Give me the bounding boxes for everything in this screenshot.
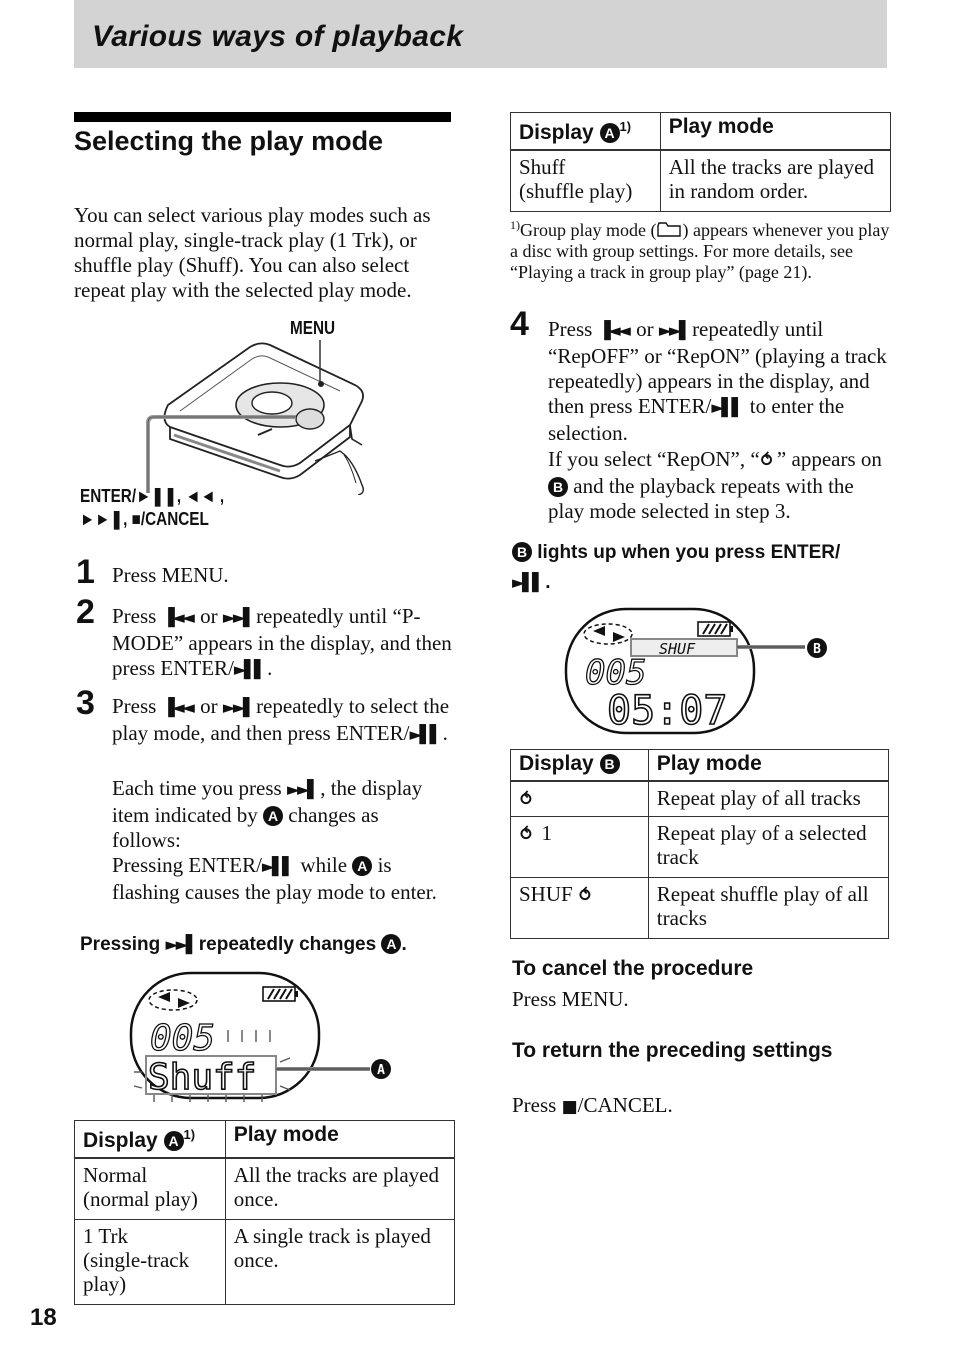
section-banner: [74, 0, 887, 68]
marker-b: B: [548, 477, 568, 497]
step-4-para-b: ” appears on: [776, 447, 882, 471]
caption-a-text-c: .: [401, 934, 407, 955]
display-a-illustration: [128, 970, 398, 1105]
step-3-para-a: Each time you press: [112, 776, 282, 800]
marker-a: A: [600, 123, 620, 143]
buttons-label-line2: ►►❚, ■/CANCEL: [80, 509, 209, 529]
display-a-track: 005: [150, 1018, 216, 1059]
step-2-text: [112, 604, 452, 683]
marker-b: B: [512, 542, 532, 562]
step-3-para-d: Pressing ENTER/: [112, 853, 262, 877]
return-text-pre: Press: [512, 1093, 557, 1117]
footnote: [510, 215, 892, 283]
step-4-text-b: or: [636, 317, 654, 341]
step-3-text-d: .: [442, 721, 448, 745]
table-b-header-display: Display B: [511, 750, 649, 782]
cancel-heading: To cancel the procedure: [512, 957, 754, 980]
footnote-text-b: ) appears whenever you play a disc with group settings. For more details, see “Playing a track in group play” (page 21).: [510, 220, 890, 282]
page-number: 18: [30, 1304, 57, 1331]
table-a1-header-mode: Play mode: [225, 1121, 454, 1159]
caption-a-text-a: Pressing: [80, 934, 161, 955]
table-a1-header-display: Display A $^{1)}$: [75, 1121, 226, 1159]
cancel-text: Press MENU.: [512, 987, 629, 1011]
stop-icon: ■: [561, 1097, 578, 1117]
step-4-text-d: to enter the selection.: [548, 394, 845, 445]
step-number-3: 3: [76, 684, 95, 722]
folder-icon: [656, 222, 682, 238]
step-2-text-b: or: [200, 604, 218, 628]
marker-b: B: [600, 754, 620, 774]
repeat-icon: ⥀: [519, 825, 534, 845]
caption-b: [512, 538, 892, 598]
step-4-para-a: If you select “RepON”, “: [548, 447, 760, 471]
step-3-para-b: , the display item indicated by: [112, 776, 423, 827]
display-a-marker: A: [377, 1063, 385, 1078]
step-4-text-a: Press: [548, 317, 593, 341]
marker-a: A: [164, 1131, 184, 1151]
next-track-icon: ►►▌: [658, 321, 690, 341]
menu-label: MENU: [290, 318, 336, 338]
step-3-text: [112, 694, 452, 748]
caption-a: [80, 933, 460, 957]
play-pause-icon: ►▌▌: [409, 725, 440, 745]
step-3-para-f: is flashing causes the play mode to enter.: [112, 853, 437, 904]
play-pause-icon: ►▌▌: [512, 573, 543, 593]
next-track-icon: ►►▌: [165, 935, 196, 955]
buttons-label-line1: ENTER/►❚❚, ◄◄ ,: [80, 486, 225, 506]
repeat-icon: ⥀: [519, 790, 534, 810]
table-a2-header-display: Display A $^{1)}$: [511, 113, 661, 151]
step-4-detail: [548, 447, 893, 524]
step-3-detail: [112, 776, 452, 905]
display-b-track: 005: [585, 653, 647, 693]
section-title: Selecting the play mode: [74, 126, 384, 156]
play-mode-table-a-part2: [510, 112, 891, 212]
play-mode-table-a-part1: [74, 1120, 455, 1305]
marker-a: A: [263, 806, 283, 826]
return-text: [512, 1093, 892, 1120]
display-b-marker: B: [813, 642, 821, 657]
intro-paragraph: You can select various play modes such as normal play, single-track play (1 Trk), or shuffle play (Shuff). You can also select repeat play with the selected play mode.: [74, 203, 431, 302]
step-4-text-c: repeatedly until “RepOFF” or “RepON” (playing a track repeatedly) appears in the display, and then press ENTER/: [548, 317, 887, 418]
table-b-header-mode: Play mode: [648, 750, 888, 782]
footnote-text-a: Group play mode (: [520, 220, 657, 240]
prev-track-icon: ▐◄◄: [597, 321, 628, 341]
step-3-text-b: or: [200, 694, 218, 718]
step-3-text-a: Press: [112, 694, 157, 718]
step-3-para-e: while: [300, 853, 348, 877]
table-row: ⥀ Repeat play of all tracks: [511, 781, 889, 817]
play-pause-icon: ►▌▌: [233, 660, 265, 680]
return-heading: To return the preceding settings: [512, 1039, 833, 1062]
step-3-para-c: changes as follows:: [112, 803, 379, 852]
step-1-text: Press MENU.: [112, 563, 229, 587]
play-pause-icon: ►▌▌: [711, 398, 742, 418]
table-row: SHUF ⥀ Repeat shuffle play of all tracks: [511, 878, 889, 939]
next-track-icon: ►►▌: [286, 780, 318, 800]
table-row: Normal (normal play) All the tracks are played once.: [75, 1158, 455, 1220]
prev-track-icon: ▐◄◄: [161, 698, 192, 718]
step-3-text-c: repeatedly to select the play mode, and then press ENTER/: [112, 694, 450, 745]
display-b-mode: SHUF: [659, 640, 696, 658]
step-number-1: 1: [76, 553, 95, 591]
repeat-icon: ⥀: [759, 451, 774, 471]
marker-a: A: [352, 856, 372, 876]
repeat-icon: ⥀: [577, 886, 593, 906]
banner-title: Various ways of playback: [92, 20, 464, 53]
return-text-main: /CANCEL.: [577, 1093, 673, 1117]
table-row: ⥀ 1 Repeat play of a selected track: [511, 817, 889, 878]
step-2-text-c: repeatedly until “P-MODE” appears in the display, and then press ENTER/: [112, 604, 452, 680]
next-track-icon: ►►▌: [222, 608, 254, 628]
repeat-mode-table-b: [510, 749, 889, 939]
display-b-illustration: [563, 606, 833, 736]
table-row: 1 Trk (single-track play) A single track is played once.: [75, 1220, 455, 1305]
next-track-icon: ►►▌: [222, 698, 254, 718]
device-illustration: [140, 335, 400, 495]
step-4-para-c: and the playback repeats with the play mode selected in step 3.: [548, 474, 854, 523]
play-pause-icon: ►▌▌: [261, 857, 293, 877]
marker-a: A: [381, 934, 401, 954]
step-2-text-a: Press: [112, 604, 157, 628]
step-number-4: 4: [510, 305, 529, 343]
step-2-text-d: .: [267, 656, 273, 680]
display-b-time: 05:07: [607, 688, 728, 734]
display-a-mode: Shuff: [148, 1057, 257, 1098]
table-row: Shuff (shuffle play) All the tracks are played in random order.: [511, 150, 891, 212]
heading-rule: [74, 112, 451, 122]
step-number-2: 2: [76, 593, 95, 631]
footnote-number: 1): [510, 218, 520, 232]
caption-b-text-b: .: [545, 572, 551, 593]
caption-a-text-b: repeatedly changes: [198, 934, 377, 955]
step-4-text: [548, 317, 893, 446]
table-a2-header-mode: Play mode: [660, 113, 890, 151]
caption-b-text-a: lights up when you press ENTER/: [537, 542, 841, 563]
prev-track-icon: ▐◄◄: [161, 608, 192, 628]
